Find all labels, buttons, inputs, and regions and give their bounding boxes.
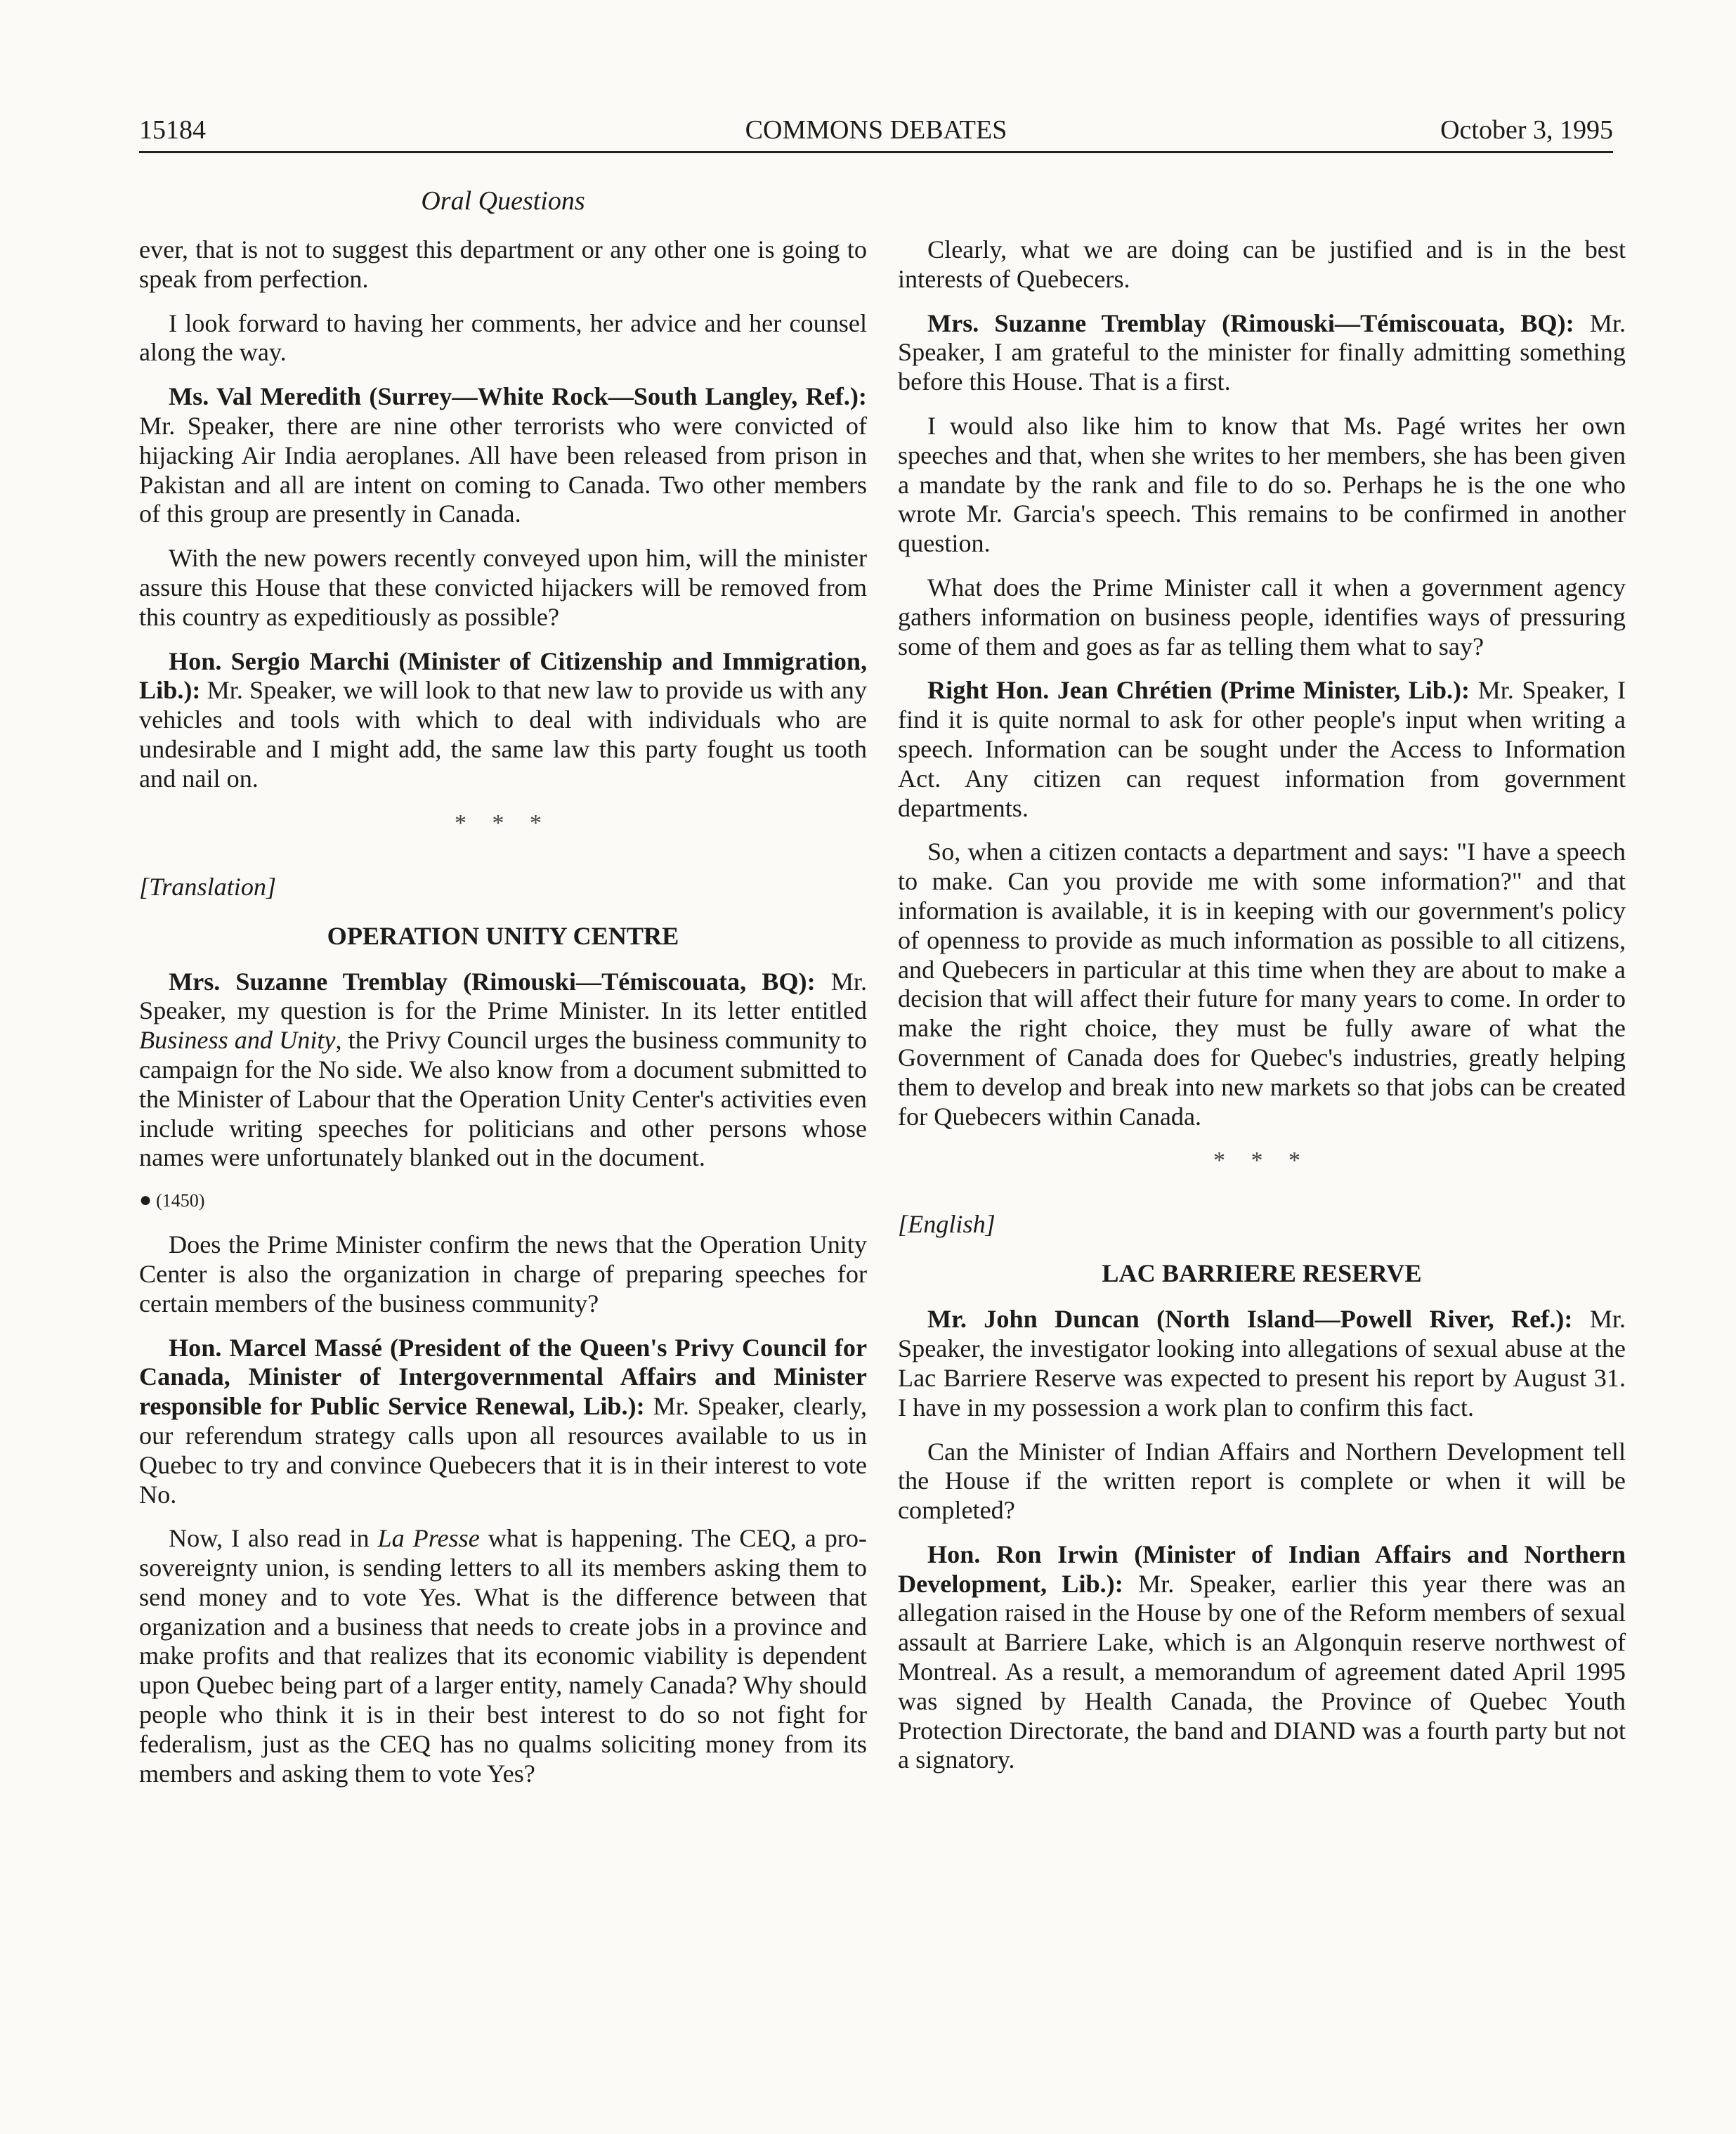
english-tag: [English] [898, 1210, 996, 1239]
speech-text: Mr. Speaker, I am grateful to the minister for finally admitting something before this House. That is a first. [898, 308, 1626, 396]
speech-text: Mr. Speaker, my question is for the Prime Minister. In its letter entitled [139, 967, 867, 1025]
running-head [139, 112, 1613, 148]
paragraph [139, 1524, 867, 1788]
italic-title: Business and Unity [139, 1026, 336, 1055]
speaker-name: Mrs. Suzanne Tremblay (Rimouski—Témiscouata, BQ): [927, 308, 1574, 337]
paragraph: ever, that is not to suggest this department or any other one is going to speak from perfection. [139, 235, 867, 293]
translation-tag: [Translation] [139, 872, 277, 901]
speaker-name: Hon. Sergio Marchi (Minister of Citizenship and Immigration, Lib.): [139, 646, 867, 705]
speech-paragraph [898, 676, 1626, 823]
paragraph: Can the Minister of Indian Affairs and Northern Development tell the House if the written report is complete or when it will be completed? [898, 1437, 1626, 1525]
time-stamp: (1450) [156, 1190, 205, 1211]
section-separator: * * * [455, 809, 552, 836]
publication-title: COMMONS DEBATES [745, 115, 1007, 145]
speech-text: , the Privy Council urges the business community to campaign for the No side. We also know from a document submitted to the Minister of Labour that the Operation Unity Center's activities even include writing speeches for politicians and other persons whose names were unfortunately blanked out in the document. [139, 1026, 867, 1172]
speech-text: Mr. Speaker, I find it is quite normal to ask for other people's input when writing a speech. Information can be sought under the Access to Information Act. Any citizen can request information from government departments. [898, 676, 1626, 822]
left-column [139, 235, 867, 1803]
speech-text: Mr. Speaker, earlier this year there was an allegation raised in the House by one of the Reform members of sexual assault at Barriere Lake, which is an Algonquin reserve northwest of Montreal. As a result, a memorandum of agreement dated April 1995 was signed by Health Canada, the Province of Quebec Youth Protection Directorate, the band and DIAND was a fourth party but not a signatory. [898, 1569, 1626, 1774]
speech-paragraph [898, 309, 1626, 397]
speech-paragraph [139, 382, 867, 529]
paragraph-text: Now, I also read in [169, 1524, 378, 1553]
paragraph: What does the Prime Minister call it when a government agency gathers information on business people, identifies ways of pressuring some of them and goes as far as telling them what to say? [898, 573, 1626, 661]
paragraph: So, when a citizen contacts a department and says: "I have a speech to make. Can you provide me with some information?" and that information is available, it is in keeping with our government's policy of openness to provide as much information as possible to all citizens, and Quebecers in particular at this time when they are about to make a decision that will affect their future for many years to come. In order to make the right choice, they must be fully aware of what the Government of Canada does for Quebec's industries, greatly helping them to develop and break into new markets so that jobs can be created for Quebecers within Canada. [898, 838, 1626, 1131]
paragraph: I would also like him to know that Ms. Pagé writes her own speeches and that, when she writes to her members, she has been given a mandate by the rank and file to do so. Perhaps he is the one who wrote Mr. Garcia's speech. This remains to be confirmed in another question. [898, 411, 1626, 558]
paragraph: With the new powers recently conveyed upon him, will the minister assure this House that these convicted hijackers will be removed from this country as expeditiously as possible? [139, 544, 867, 631]
publication-date: October 3, 1995 [1440, 115, 1613, 145]
speech-paragraph [139, 1334, 867, 1510]
speaker-name: Hon. Marcel Massé (President of the Queen's Privy Council for Canada, Minister of Intergovernmental Affairs and Minister responsible for Public Service Renewal, Lib.): [139, 1333, 867, 1421]
speech-text: Mr. Speaker, clearly, our referendum strategy calls upon all resources available to us in Quebec to try and convince Quebecers that it is in their interest to vote No. [139, 1392, 867, 1509]
bullet-icon: ● [139, 1188, 152, 1212]
speech-paragraph [898, 1540, 1626, 1775]
paragraph: Does the Prime Minister confirm the news that the Operation Unity Center is also the organization in charge of preparing speeches for certain members of the business community? [139, 1230, 867, 1318]
time-marker [139, 1188, 867, 1214]
paragraph: I look forward to having her comments, her advice and her counsel along the way. [139, 308, 867, 367]
section-heading: LAC BARRIERE RESERVE [1102, 1259, 1422, 1288]
speaker-name: Mr. John Duncan (North Island—Powell River, Ref.): [927, 1305, 1573, 1334]
paragraph: Clearly, what we are doing can be justified and is in the best interests of Quebecers. [898, 235, 1626, 293]
section-label: Oral Questions [421, 186, 585, 216]
speech-paragraph [898, 1305, 1626, 1422]
italic-title: La Presse [377, 1524, 480, 1553]
page-number: 15184 [139, 115, 206, 145]
speech-paragraph [139, 968, 867, 1173]
paragraph-text: what is happening. The CEQ, a pro-sovereignty union, is sending letters to all its members asking them to send money and to vote Yes. What is the difference between that organization and a business that needs to create jobs in a province and make profits and that realizes that its economic viability is dependent upon Quebec being part of a larger entity, namely Canada? Why should people who think it is in their best interest to do so not fight for federalism, just as the CEQ has no qualms soliciting money from its members and asking them to vote Yes? [139, 1524, 867, 1788]
speaker-name: Ms. Val Meredith (Surrey—White Rock—South Langley, Ref.): [169, 382, 867, 411]
speaker-name: Mrs. Suzanne Tremblay (Rimouski—Témiscouata, BQ): [169, 967, 816, 996]
speaker-name: Hon. Ron Irwin (Minister of Indian Affairs and Northern Development, Lib.): [898, 1540, 1626, 1598]
speech-text: Mr. Speaker, we will look to that new law to provide us with any vehicles and tools with which to deal with individuals who are undesirable and I might add, the same law this party fought us tooth and nail on. [139, 676, 867, 793]
speaker-name: Right Hon. Jean Chrétien (Prime Minister, Lib.): [927, 676, 1470, 705]
section-separator: * * * [1213, 1147, 1310, 1174]
section-heading: OPERATION UNITY CENTRE [327, 921, 679, 950]
header-rule [139, 151, 1613, 153]
speech-paragraph [139, 647, 867, 794]
right-column [898, 235, 1626, 1790]
speech-text: Mr. Speaker, the investigator looking into allegations of sexual abuse at the Lac Barriere Reserve was expected to present his report by August 31. I have in my possession a work plan to confirm this fact. [898, 1305, 1626, 1421]
speech-text: Mr. Speaker, there are nine other terrorists who were convicted of hijacking Air India aeroplanes. All have been released from prison in Pakistan and all are intent on coming to Canada. Two other members of this group are presently in Canada. [139, 411, 867, 528]
